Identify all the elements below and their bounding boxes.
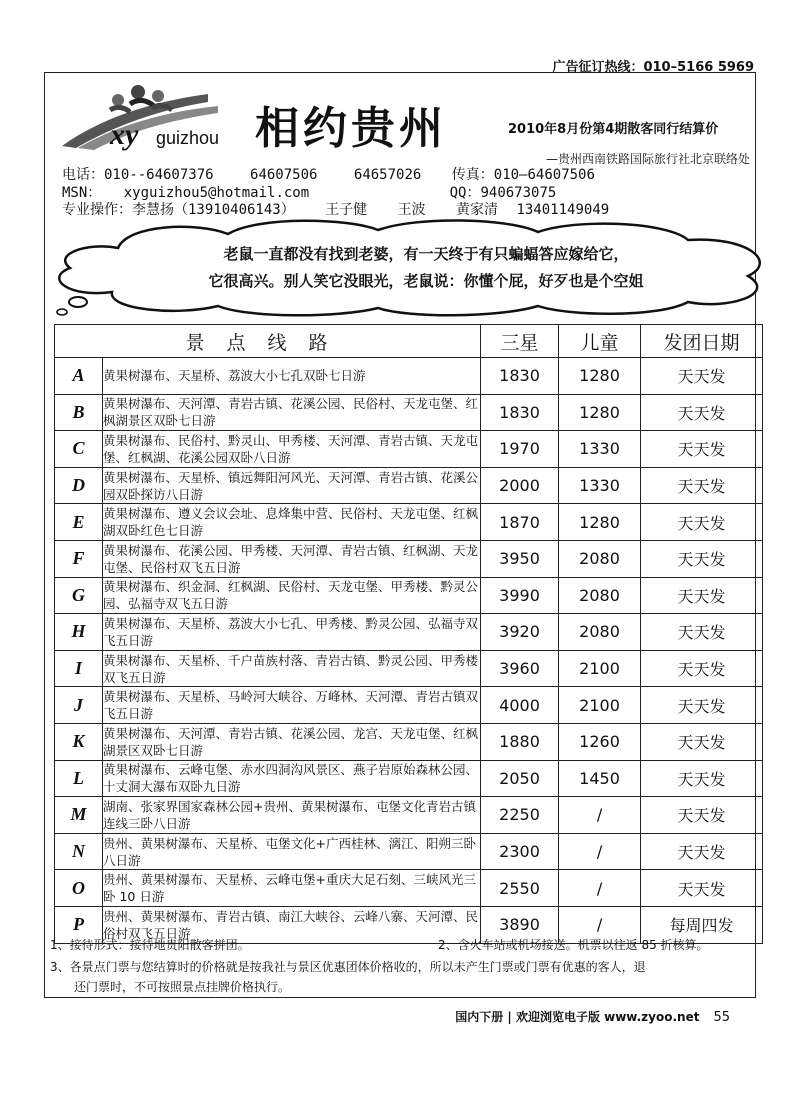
route-description: 黄果树瀑布、天星桥、荔波大小七孔、甲秀楼、黔灵公园、弘福寺双飞五日游 bbox=[103, 614, 481, 651]
header-route: 景点线路 bbox=[55, 325, 481, 358]
table-row bbox=[55, 358, 763, 395]
departure-schedule: 每周四发 bbox=[641, 906, 763, 943]
staff-1: 李慧扬（13910406143） bbox=[132, 202, 295, 218]
three-star-price: 3990 bbox=[481, 577, 559, 614]
routes-table bbox=[54, 324, 763, 944]
staff-3: 王波 bbox=[397, 202, 426, 218]
staff-2: 王子健 bbox=[325, 202, 368, 218]
phone-label: 电话： bbox=[62, 167, 104, 183]
child-price: 1280 bbox=[559, 394, 641, 431]
ad-hotline: 广告征订热线：010–5166 5969 bbox=[552, 60, 754, 75]
cloud-bubble-icon bbox=[48, 218, 788, 318]
page-number: 55 bbox=[713, 1010, 730, 1025]
child-price: / bbox=[559, 906, 641, 943]
route-description: 黄果树瀑布、云峰屯堡、赤水四洞沟风景区、燕子岩原始森林公园、十丈洞大瀑布双卧九日游 bbox=[103, 760, 481, 797]
route-code: C bbox=[55, 431, 103, 468]
route-description: 黄果树瀑布、花溪公园、甲秀楼、天河潭、青岩古镇、红枫湖、天龙屯堡、民俗村双飞五日游 bbox=[103, 540, 481, 577]
note-3-cont: 还门票时，不可按照景点挂牌价格执行。 bbox=[74, 980, 291, 994]
route-description: 黄果树瀑布、天星桥、镇远舞阳河风光、天河潭、青岩古镇、花溪公园双卧探访八日游 bbox=[103, 467, 481, 504]
table-row bbox=[55, 760, 763, 797]
route-description: 贵州、黄果树瀑布、青岩古镇、南江大峡谷、云峰八寨、天河潭、民俗村双飞五日游 bbox=[103, 906, 481, 943]
three-star-price: 4000 bbox=[481, 687, 559, 724]
logo-text: xy bbox=[110, 118, 139, 151]
route-code: J bbox=[55, 687, 103, 724]
agency-name: —贵州西南铁路国际旅行社北京联络处 bbox=[545, 152, 750, 166]
phone-1: 010--64607376 bbox=[104, 167, 214, 183]
header-departure: 发团日期 bbox=[641, 325, 763, 358]
departure-schedule: 天天发 bbox=[641, 797, 763, 834]
route-description: 贵州、黄果树瀑布、天星桥、屯堡文化+广西桂林、漓江、阳朔三卧八日游 bbox=[103, 833, 481, 870]
three-star-price: 2250 bbox=[481, 797, 559, 834]
three-star-price: 3950 bbox=[481, 540, 559, 577]
logo-graphic-icon bbox=[58, 80, 248, 152]
table-row bbox=[55, 614, 763, 651]
departure-schedule: 天天发 bbox=[641, 687, 763, 724]
route-code: A bbox=[55, 358, 103, 395]
departure-schedule: 天天发 bbox=[641, 358, 763, 395]
contact-staff-line bbox=[62, 199, 609, 219]
qq-number: 940673075 bbox=[480, 185, 557, 201]
three-star-price: 2000 bbox=[481, 467, 559, 504]
route-code: E bbox=[55, 504, 103, 541]
issue-title: 2010年8月份第4期散客同行结算价 bbox=[508, 122, 719, 137]
table-row bbox=[55, 540, 763, 577]
route-code: L bbox=[55, 760, 103, 797]
routes-body bbox=[55, 358, 763, 944]
msn-label: MSN： bbox=[62, 185, 102, 201]
departure-schedule: 天天发 bbox=[641, 394, 763, 431]
phone-3: 64657026 bbox=[353, 167, 422, 183]
child-price: 1450 bbox=[559, 760, 641, 797]
departure-schedule: 天天发 bbox=[641, 540, 763, 577]
departure-schedule: 天天发 bbox=[641, 504, 763, 541]
child-price: 1260 bbox=[559, 723, 641, 760]
phone-2: 64607506 bbox=[250, 167, 318, 183]
three-star-price: 2050 bbox=[481, 760, 559, 797]
three-star-price: 2550 bbox=[481, 870, 559, 907]
route-description: 黄果树瀑布、天星桥、马岭河大峡谷、万峰林、天河潭、青岩古镇双飞五日游 bbox=[103, 687, 481, 724]
route-description: 黄果树瀑布、天河潭、青岩古镇、花溪公园、龙宫、天龙屯堡、红枫湖景区双卧七日游 bbox=[103, 723, 481, 760]
three-star-price: 2300 bbox=[481, 833, 559, 870]
brand-title: 相约贵州 bbox=[255, 103, 447, 154]
child-price: 2080 bbox=[559, 577, 641, 614]
child-price: 2080 bbox=[559, 540, 641, 577]
three-star-price: 1830 bbox=[481, 358, 559, 395]
note-1: 1、接待形式：接待地贵阳散客拼团。 bbox=[50, 938, 250, 952]
route-code: O bbox=[55, 870, 103, 907]
footer-text: 国内下册 | 欢迎浏览电子版 www.zyoo.net bbox=[455, 1010, 700, 1024]
child-price: 2080 bbox=[559, 614, 641, 651]
child-price: 1330 bbox=[559, 431, 641, 468]
brand-logo bbox=[58, 80, 248, 152]
child-price: 1330 bbox=[559, 467, 641, 504]
route-description: 黄果树瀑布、天星桥、荔波大小七孔双卧七日游 bbox=[103, 358, 481, 395]
staff-4-phone: 13401149049 bbox=[516, 202, 610, 218]
staff-4: 黄家清 bbox=[456, 202, 499, 218]
route-code: B bbox=[55, 394, 103, 431]
child-price: / bbox=[559, 833, 641, 870]
child-price: 2100 bbox=[559, 650, 641, 687]
table-header-row bbox=[55, 325, 763, 358]
route-description: 黄果树瀑布、遵义会议会址、息烽集中营、民俗村、天龙屯堡、红枫湖双卧红色七日游 bbox=[103, 504, 481, 541]
route-code: N bbox=[55, 833, 103, 870]
departure-schedule: 天天发 bbox=[641, 833, 763, 870]
three-star-price: 3890 bbox=[481, 906, 559, 943]
table-row bbox=[55, 870, 763, 907]
three-star-price: 1970 bbox=[481, 431, 559, 468]
departure-schedule: 天天发 bbox=[641, 870, 763, 907]
departure-schedule: 天天发 bbox=[641, 431, 763, 468]
contact-phone-line bbox=[62, 164, 595, 184]
table-row bbox=[55, 394, 763, 431]
table-row bbox=[55, 504, 763, 541]
staff-label: 专业操作： bbox=[62, 202, 132, 218]
child-price: 1280 bbox=[559, 504, 641, 541]
route-code: M bbox=[55, 797, 103, 834]
route-description: 黄果树瀑布、民俗村、黔灵山、甲秀楼、天河潭、青岩古镇、天龙屯堡、红枫湖、花溪公园双卧八日游 bbox=[103, 431, 481, 468]
table-row bbox=[55, 797, 763, 834]
header-three-star: 三星 bbox=[481, 325, 559, 358]
table-row bbox=[55, 723, 763, 760]
departure-schedule: 天天发 bbox=[641, 467, 763, 504]
three-star-price: 1830 bbox=[481, 394, 559, 431]
qq-label: QQ： bbox=[449, 185, 481, 201]
three-star-price: 1880 bbox=[481, 723, 559, 760]
three-star-price: 3920 bbox=[481, 614, 559, 651]
route-description: 湖南、张家界国家森林公园+贵州、黄果树瀑布、屯堡文化青岩古镇连线三卧八日游 bbox=[103, 797, 481, 834]
msn-address: xyguizhou5@hotmail.com bbox=[123, 185, 310, 201]
route-description: 黄果树瀑布、织金洞、红枫湖、民俗村、天龙屯堡、甲秀楼、黔灵公园、弘福寺双飞五日游 bbox=[103, 577, 481, 614]
header-child: 儿童 bbox=[559, 325, 641, 358]
route-code: F bbox=[55, 540, 103, 577]
joke-line-1: 老鼠一直都没有找到老婆，有一天终于有只蝙蝠答应嫁给它， bbox=[223, 245, 629, 263]
route-code: H bbox=[55, 614, 103, 651]
note-2: 2、含火车站或机场接送。机票以往返 85 折核算。 bbox=[438, 938, 709, 952]
three-star-price: 1870 bbox=[481, 504, 559, 541]
three-star-price: 3960 bbox=[481, 650, 559, 687]
route-code: K bbox=[55, 723, 103, 760]
joke-line-2: 它很高兴。别人笑它没眼光，老鼠说：你懂个屁，好歹也是个空姐 bbox=[208, 272, 644, 290]
route-code: P bbox=[55, 906, 103, 943]
route-description: 黄果树瀑布、天星桥、千户苗族村落、青岩古镇、黔灵公园、甲秀楼双飞五日游 bbox=[103, 650, 481, 687]
route-code: I bbox=[55, 650, 103, 687]
departure-schedule: 天天发 bbox=[641, 614, 763, 651]
fax-number: 010—64607506 bbox=[493, 167, 595, 183]
departure-schedule: 天天发 bbox=[641, 723, 763, 760]
departure-schedule: 天天发 bbox=[641, 577, 763, 614]
table-row bbox=[55, 577, 763, 614]
note-3: 3、各景点门票与您结算时的价格就是按我社与景区优惠团体价格收的，所以未产生门票或门票有优惠的客人，退 bbox=[50, 960, 646, 974]
logo-sub: guizhou bbox=[156, 128, 220, 148]
child-price: 2100 bbox=[559, 687, 641, 724]
route-description: 黄果树瀑布、天河潭、青岩古镇、花溪公园、民俗村、天龙屯堡、红枫湖景区双卧七日游 bbox=[103, 394, 481, 431]
child-price: 1280 bbox=[559, 358, 641, 395]
child-price: / bbox=[559, 870, 641, 907]
route-description: 贵州、黄果树瀑布、天星桥、云峰屯堡+重庆大足石刻、三峡风光三卧 10 日游 bbox=[103, 870, 481, 907]
route-code: D bbox=[55, 467, 103, 504]
table-row bbox=[55, 467, 763, 504]
table-row bbox=[55, 431, 763, 468]
table-row bbox=[55, 687, 763, 724]
table-row bbox=[55, 650, 763, 687]
departure-schedule: 天天发 bbox=[641, 760, 763, 797]
fax-label: 传真： bbox=[451, 167, 494, 183]
page-footer bbox=[455, 1008, 730, 1025]
child-price: / bbox=[559, 797, 641, 834]
route-code: G bbox=[55, 577, 103, 614]
table-row bbox=[55, 833, 763, 870]
departure-schedule: 天天发 bbox=[641, 650, 763, 687]
